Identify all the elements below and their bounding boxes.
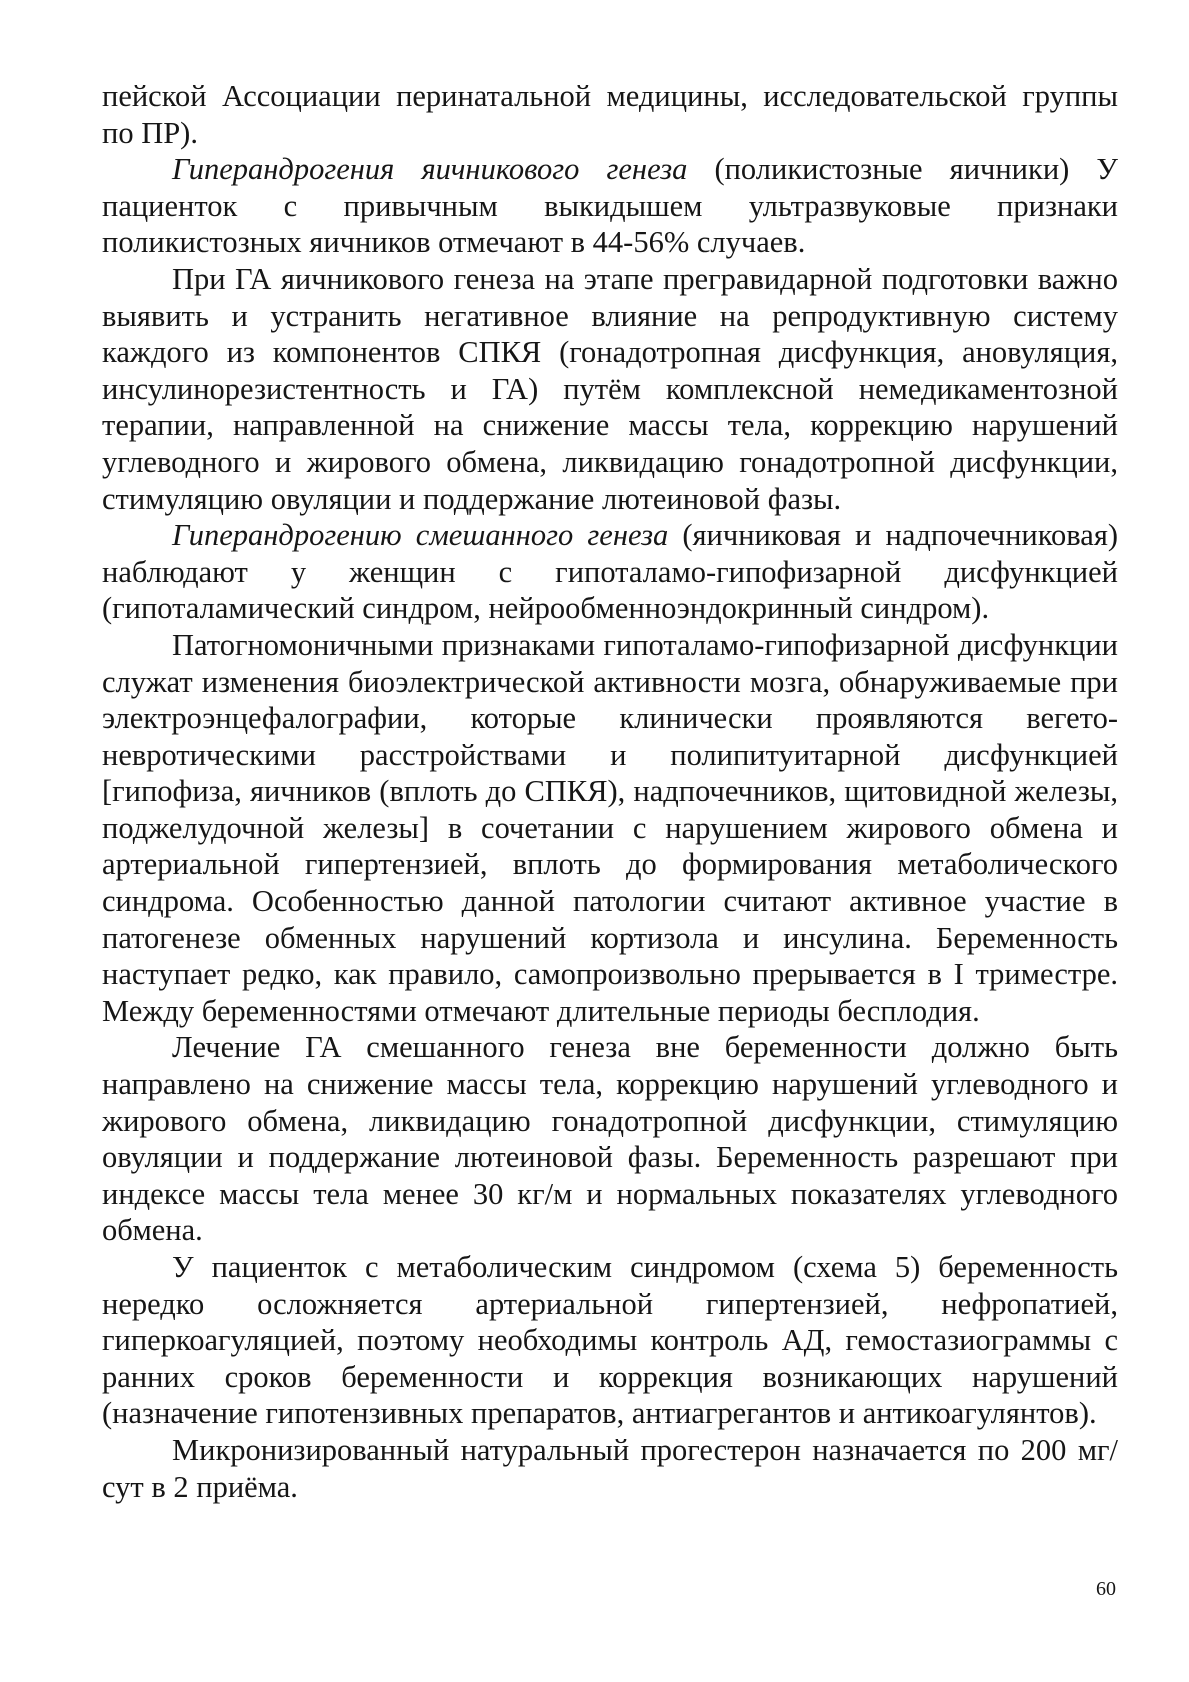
paragraph-2-text: (поликистозные яичники) У пациенток с привычным выкидышем ультразвуковые признаки поликистозных яичников отмечают в 44-56% случаев. [102,152,1118,260]
paragraph-7 [102,1249,1118,1432]
page-body [102,78,1118,1505]
paragraph-5 [102,627,1118,1030]
paragraph-6 [102,1029,1118,1249]
paragraph-1-text: пейской Ассоциации перинатальной медицины, исследовательской группы по ПР). [102,79,1118,150]
paragraph-3 [102,261,1118,517]
paragraph-1 [102,78,1118,151]
page-number: 60 [1096,1578,1116,1600]
paragraph-4 [102,517,1118,627]
paragraph-2 [102,151,1118,261]
paragraph-7-text: У пациенток с метаболическим синдромом (схема 5) беременность нередко осложняется артериальной гипертензией, нефропатией, гиперкоагуляцией, поэтому необходимы контроль АД, гемостазиограммы с ранних сроков беременности и коррекция возникающих нарушений (назначение гипотензивных препаратов, антиагрегантов и антикоагулянтов). [102,1250,1118,1431]
paragraph-6-text: Лечение ГА смешанного генеза вне беременности должно быть направлено на снижение массы тела, коррекцию нарушений углеводного и жирового обмена, ликвидацию гонадотропной дисфункции, стимуляцию овуляции и поддержание лютеиновой фазы. Беременность разрешают при индексе массы тела менее 30 кг/м и нормальных показателях углеводного обмена. [102,1030,1118,1248]
paragraph-3-text: При ГА яичникового генеза на этапе прегравидарной подготовки важно выявить и устранить негативное влияние на репродуктивную систему каждого из компонентов СПКЯ (гонадотропная дисфункция, ановуляция, инсулинорезистентность и ГА) путём комплексной немедикаментозной терапии, направленной на снижение массы тела, коррекцию нарушений углеводного и жирового обмена, ликвидацию гонадотропной дисфункции, стимуляцию овуляции и поддержание лютеиновой фазы. [102,261,1118,516]
paragraph-5-text: Патогномоничными признаками гипоталамо-гипофизарной дисфункции служат изменения биоэлектрической активности мозга, обнаруживаемые при электроэнцефалографии, которые клинически проявляются вегето-невротическими расстройствами и полипитуитарной дисфункцией [гипофиза, яичников (вплоть до СПКЯ), надпочечников, щитовидной железы, поджелудочной железы] в сочетании с нарушением жирового обмена и артериальной гипертензией, вплоть до формирования метаболического синдрома. Особенностью данной патологии считают активное участие в патогенезе обменных нарушений кортизола и инсулина. Беременность наступает редко, как правило, самопроизвольно прерывается в I триместре. Между беременностями отмечают длительные периоды бесплодия. [102,627,1118,1028]
paragraph-8 [102,1432,1118,1505]
paragraph-4-text: (яичниковая и надпочечниковая) наблюдают у женщин с гипоталамо-гипофизарной дисфункцией (гипоталамический синдром, нейрообменноэндокринный синдром). [102,518,1118,626]
paragraph-4-italic-term: Гиперандрогению смешанного генеза [172,518,669,553]
paragraph-8-text: Микронизированный натуральный прогестерон назначается по 200 мг/сут в 2 приёма. [102,1432,1118,1504]
paragraph-2-italic-term: Гиперандрогения яичникового генеза [172,152,688,187]
